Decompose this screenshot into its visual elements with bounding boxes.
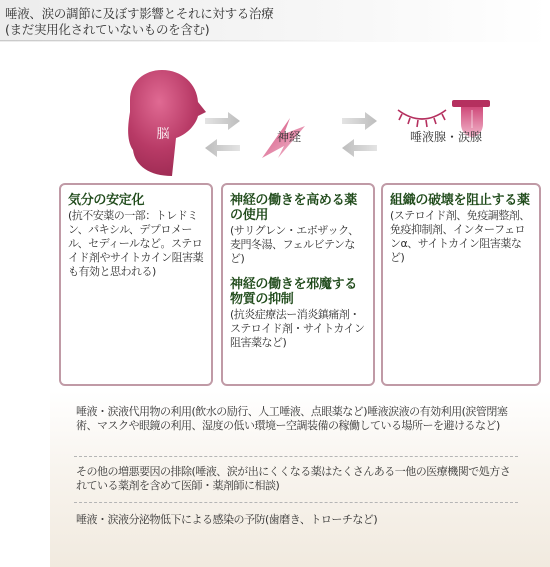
dashed-divider bbox=[74, 502, 518, 503]
mood-stabilization-text: (抗不安薬の一部：トレドミン、パキシル、デプロメール、セディールなど。ステロイド剤やサイトカイン阻害薬も有効と思われる) bbox=[68, 209, 204, 278]
mood-stabilization-box bbox=[59, 183, 213, 386]
aggravating-factors-note: その他の増悪要因の排除(唾液、涙が出にくくなる薬はたくさんある一他の医療機関で処方されている薬剤を含めて医師・薬剤師に相談) bbox=[76, 465, 511, 492]
tissue-protection-text: (ステロイド剤、免疫調整剤、免疫抑制剤、インターフェロンα、サイトカイン阻害薬など) bbox=[390, 209, 530, 264]
arrow-left-icon bbox=[205, 139, 240, 157]
nerve-block-text: (抗炎症療法ー消炎鎮痛剤・ステロイド剤・サイトカイン阻害薬など) bbox=[230, 308, 365, 349]
tissue-protection-box bbox=[381, 183, 541, 386]
page-title: 唾液、涙の調節に及ぼす影響とそれに対する治療 bbox=[5, 6, 274, 21]
nerve-label: 神経 bbox=[276, 130, 302, 144]
nerve-treatment-box bbox=[221, 183, 375, 386]
page-subtitle: (まだ実用化されていないものを含む) bbox=[5, 22, 210, 37]
dashed-divider bbox=[74, 456, 518, 457]
eye-icon bbox=[398, 110, 446, 127]
substitute-note: 唾液・涙液代用物の利用(飲水の励行、人工唾液、点眼薬など)唾液涙液の有効利用(涙管閉塞術、マスクや眼鏡の利用、湿度の低い環境ー空調装備の稼働している場所ーを避けるなど) bbox=[76, 405, 508, 432]
tissue-protection-title: 組織の破壊を阻止する薬 bbox=[390, 193, 530, 208]
nerve-enhance-text: (サリグレン・エボザック、麦門冬湯、フェルビテンなど) bbox=[230, 224, 359, 265]
arrow-right-icon bbox=[342, 112, 377, 130]
mood-stabilization-title: 気分の安定化 bbox=[68, 193, 145, 208]
brain-head-icon bbox=[128, 70, 206, 176]
gland-label: 唾液腺・涙腺 bbox=[409, 130, 483, 144]
nerve-block-title: 神経の働きを邪魔する物質の抑制 bbox=[230, 277, 358, 307]
arrow-right-icon bbox=[205, 112, 240, 130]
flow-diagram bbox=[0, 0, 550, 190]
infection-prevention-note: 唾液・涙液分泌物低下による感染の予防(歯磨き、トローチなど) bbox=[76, 513, 378, 526]
nerve-enhance-title: 神経の働きを高める薬の使用 bbox=[230, 193, 358, 223]
brain-label: 脳 bbox=[156, 127, 170, 142]
arrow-left-icon bbox=[342, 139, 377, 157]
